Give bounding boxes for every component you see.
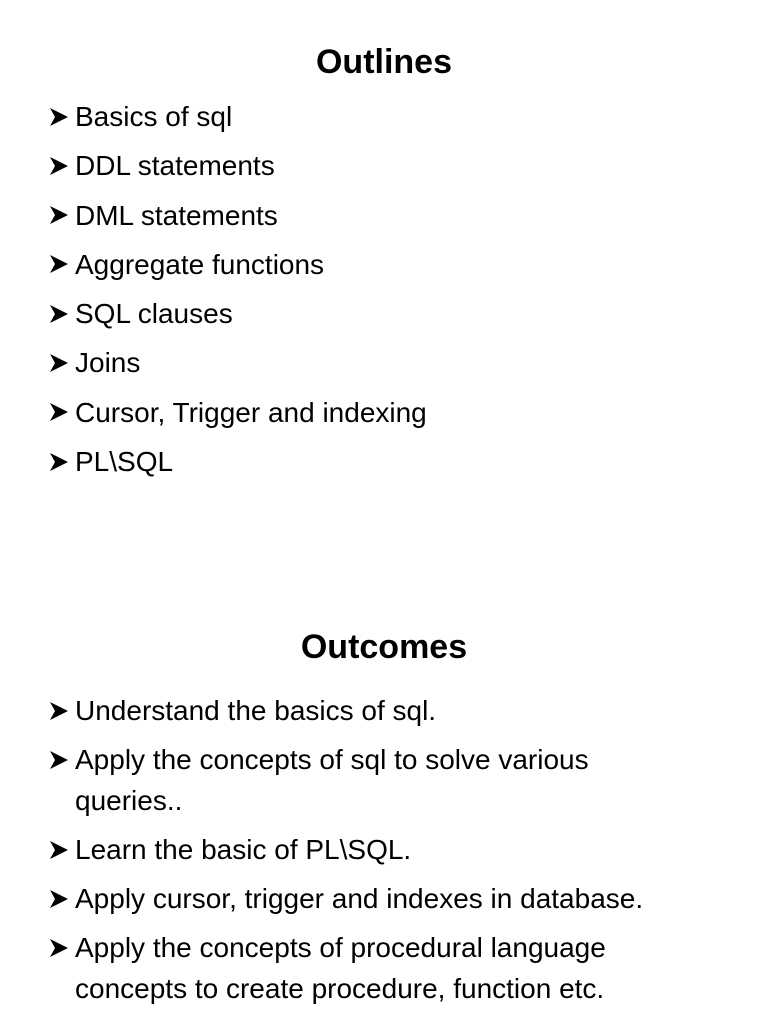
outline-item-text: Basics of sql — [75, 101, 233, 132]
outline-item — [48, 293, 748, 342]
outcome-item-text: Learn the basic of PL\SQL. — [75, 834, 412, 865]
arrowhead-bullet-icon — [48, 441, 75, 482]
outcome-item-text: Understand the basics of sql. — [75, 695, 437, 726]
outline-item-text: DDL statements — [75, 150, 275, 182]
arrowhead-bullet-icon — [48, 739, 75, 780]
outcome-item-text: Apply the concepts of procedural language concepts to create procedure, function etc. — [75, 932, 606, 1004]
outcome-item — [48, 739, 748, 821]
outline-item — [48, 244, 748, 293]
outline-item-text: Aggregate functions — [75, 248, 325, 280]
outline-item-text: Cursor, Trigger and indexing — [75, 396, 427, 428]
outline-item-text: Joins — [75, 347, 141, 379]
outline-item — [48, 342, 748, 391]
outcome-item — [48, 829, 748, 870]
outline-item — [48, 441, 748, 490]
outcome-item-text: Apply cursor, trigger and indexes in database. — [75, 883, 644, 914]
arrowhead-bullet-icon — [48, 878, 75, 919]
outlines-heading: Outlines — [315, 43, 453, 81]
arrowhead-bullet-icon — [48, 293, 75, 334]
arrowhead-bullet-icon — [48, 195, 75, 236]
arrowhead-bullet-icon — [48, 829, 75, 870]
outcomes-list — [48, 690, 748, 1017]
outline-item-text: SQL clauses — [75, 298, 233, 330]
outline-item — [48, 195, 748, 244]
outcome-item — [48, 878, 748, 919]
outcome-item-text: Apply the concepts of sql to solve various queries.. — [75, 744, 589, 816]
arrowhead-bullet-icon — [48, 392, 75, 433]
arrowhead-bullet-icon — [48, 690, 75, 731]
outcomes-heading: Outcomes — [300, 628, 468, 666]
outline-item-text: PL\SQL — [75, 446, 174, 478]
outline-item — [48, 145, 748, 194]
arrowhead-bullet-icon — [48, 342, 75, 383]
outcome-item — [48, 927, 748, 1009]
arrowhead-bullet-icon — [48, 96, 75, 137]
arrowhead-bullet-icon — [48, 927, 75, 968]
outline-item-text: DML statements — [75, 199, 278, 231]
outline-item — [48, 96, 748, 145]
outline-item — [48, 392, 748, 441]
outlines-list — [48, 96, 748, 490]
arrowhead-bullet-icon — [48, 145, 75, 186]
outcome-item — [48, 690, 748, 731]
arrowhead-bullet-icon — [48, 244, 75, 285]
